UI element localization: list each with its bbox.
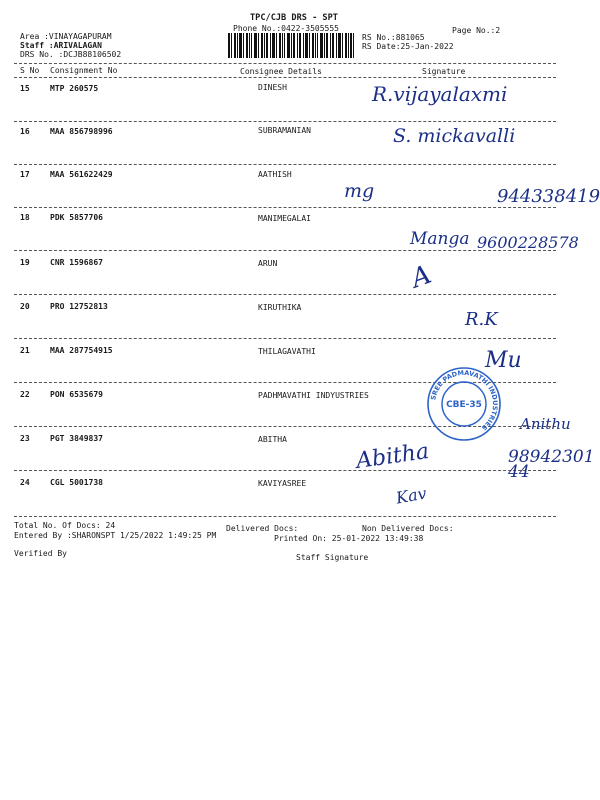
row-consignee: ABITHA xyxy=(258,435,287,444)
row-divider xyxy=(14,516,556,517)
row-consignee: KIRUTHIKA xyxy=(258,303,302,312)
row-sno: 17 xyxy=(20,170,30,179)
column-header-consignee: Consignee Details xyxy=(240,67,322,76)
handwritten-phone-note: 98942301 44 xyxy=(508,447,595,482)
document-title: TPC/CJB DRS - SPT xyxy=(250,13,338,23)
column-header-signature: Signature xyxy=(422,67,466,76)
row-consignee: KAVIYASREE xyxy=(258,479,307,488)
row-consignment-no: MAA 561622429 xyxy=(50,170,113,179)
signature-handwritten: R.vijayalaxmi xyxy=(372,82,508,106)
signature-handwritten: A xyxy=(407,259,436,295)
row-sno: 20 xyxy=(20,302,30,311)
row-divider xyxy=(14,338,556,339)
signature-handwritten: Abitha xyxy=(354,439,431,474)
signature-handwritten: Anithu xyxy=(520,415,571,433)
stamp-ring-text: SREE PADMAVATHI INDUSTRIES xyxy=(429,368,500,433)
row-sno: 22 xyxy=(20,390,30,399)
row-consignment-no: PON 6535679 xyxy=(50,390,103,399)
column-header-consignment: Consignment No xyxy=(50,66,118,75)
signature-handwritten: R.K xyxy=(465,309,498,330)
page-number: Page No.:2 xyxy=(452,26,501,35)
rs-date: RS Date:25-Jan-2022 xyxy=(362,42,454,51)
row-consignee: MANIMEGALAI xyxy=(258,214,311,223)
staff-label: Staff :ARIVALAGAN xyxy=(20,41,102,50)
row-consignee: ARUN xyxy=(258,259,278,268)
header-divider-top xyxy=(14,63,556,64)
handwritten-phone-note: 9600228578 xyxy=(477,233,579,252)
rs-number: RS No.:881065 xyxy=(362,33,425,42)
row-consignment-no: MTP 260575 xyxy=(50,84,99,93)
row-sno: 23 xyxy=(20,434,30,443)
row-divider xyxy=(14,164,556,165)
row-sno: 15 xyxy=(20,84,30,93)
row-divider xyxy=(14,121,556,122)
header-divider-bottom xyxy=(14,77,556,78)
delivered-docs: Delivered Docs: xyxy=(226,524,299,533)
signature-handwritten: S. mickavalli xyxy=(393,125,516,147)
row-divider xyxy=(14,294,556,295)
stamp-center-text: CBE-35 xyxy=(446,400,482,410)
row-divider xyxy=(14,470,556,471)
company-stamp xyxy=(426,366,502,442)
non-delivered-docs: Non Delivered Docs: xyxy=(362,524,454,533)
row-sno: 18 xyxy=(20,213,30,222)
row-consignee: DINESH xyxy=(258,83,287,92)
row-consignment-no: CGL 5001738 xyxy=(50,478,103,487)
row-divider xyxy=(14,207,556,208)
row-consignment-no: MAA 287754915 xyxy=(50,346,113,355)
handwritten-phone-note: 944338419 xyxy=(497,186,600,207)
row-sno: 19 xyxy=(20,258,30,267)
column-header-sno: S No xyxy=(20,66,40,75)
total-docs: Total No. Of Docs: 24 xyxy=(14,521,116,530)
signature-handwritten: Manga xyxy=(410,229,470,249)
drs-number: DRS No. :DCJB88106502 xyxy=(20,50,122,59)
row-consignment-no: CNR 1596867 xyxy=(50,258,103,267)
row-consignee: PADHMAVATHI INDYUSTRIES xyxy=(258,391,369,400)
signature-handwritten: mg xyxy=(344,180,375,202)
row-sno: 24 xyxy=(20,478,30,487)
row-consignee: AATHISH xyxy=(258,170,292,179)
row-consignee: THILAGAVATHI xyxy=(258,347,316,356)
row-divider xyxy=(14,250,556,251)
phone-number: Phone No.:0422-3505555 xyxy=(233,24,339,33)
verified-by: Verified By xyxy=(14,549,67,558)
row-consignment-no: PDK 5857706 xyxy=(50,213,103,222)
staff-signature: Staff Signature xyxy=(296,553,369,562)
row-consignment-no: PGT 3849837 xyxy=(50,434,103,443)
signature-handwritten: Mu xyxy=(485,348,522,373)
row-sno: 21 xyxy=(20,346,30,355)
barcode xyxy=(228,33,354,58)
row-sno: 16 xyxy=(20,127,30,136)
entered-by: Entered By :SHARONSPT 1/25/2022 1:49:25 PM xyxy=(14,531,217,540)
printed-on: Printed On: 25-01-2022 13:49:38 xyxy=(274,534,424,543)
area-label: Area :VINAYAGAPURAM xyxy=(20,32,112,41)
row-consignee: SUBRAMANIAN xyxy=(258,126,311,135)
signature-handwritten: Kav xyxy=(394,483,428,508)
row-consignment-no: PRO 12752813 xyxy=(50,302,108,311)
row-consignment-no: MAA 856798996 xyxy=(50,127,113,136)
